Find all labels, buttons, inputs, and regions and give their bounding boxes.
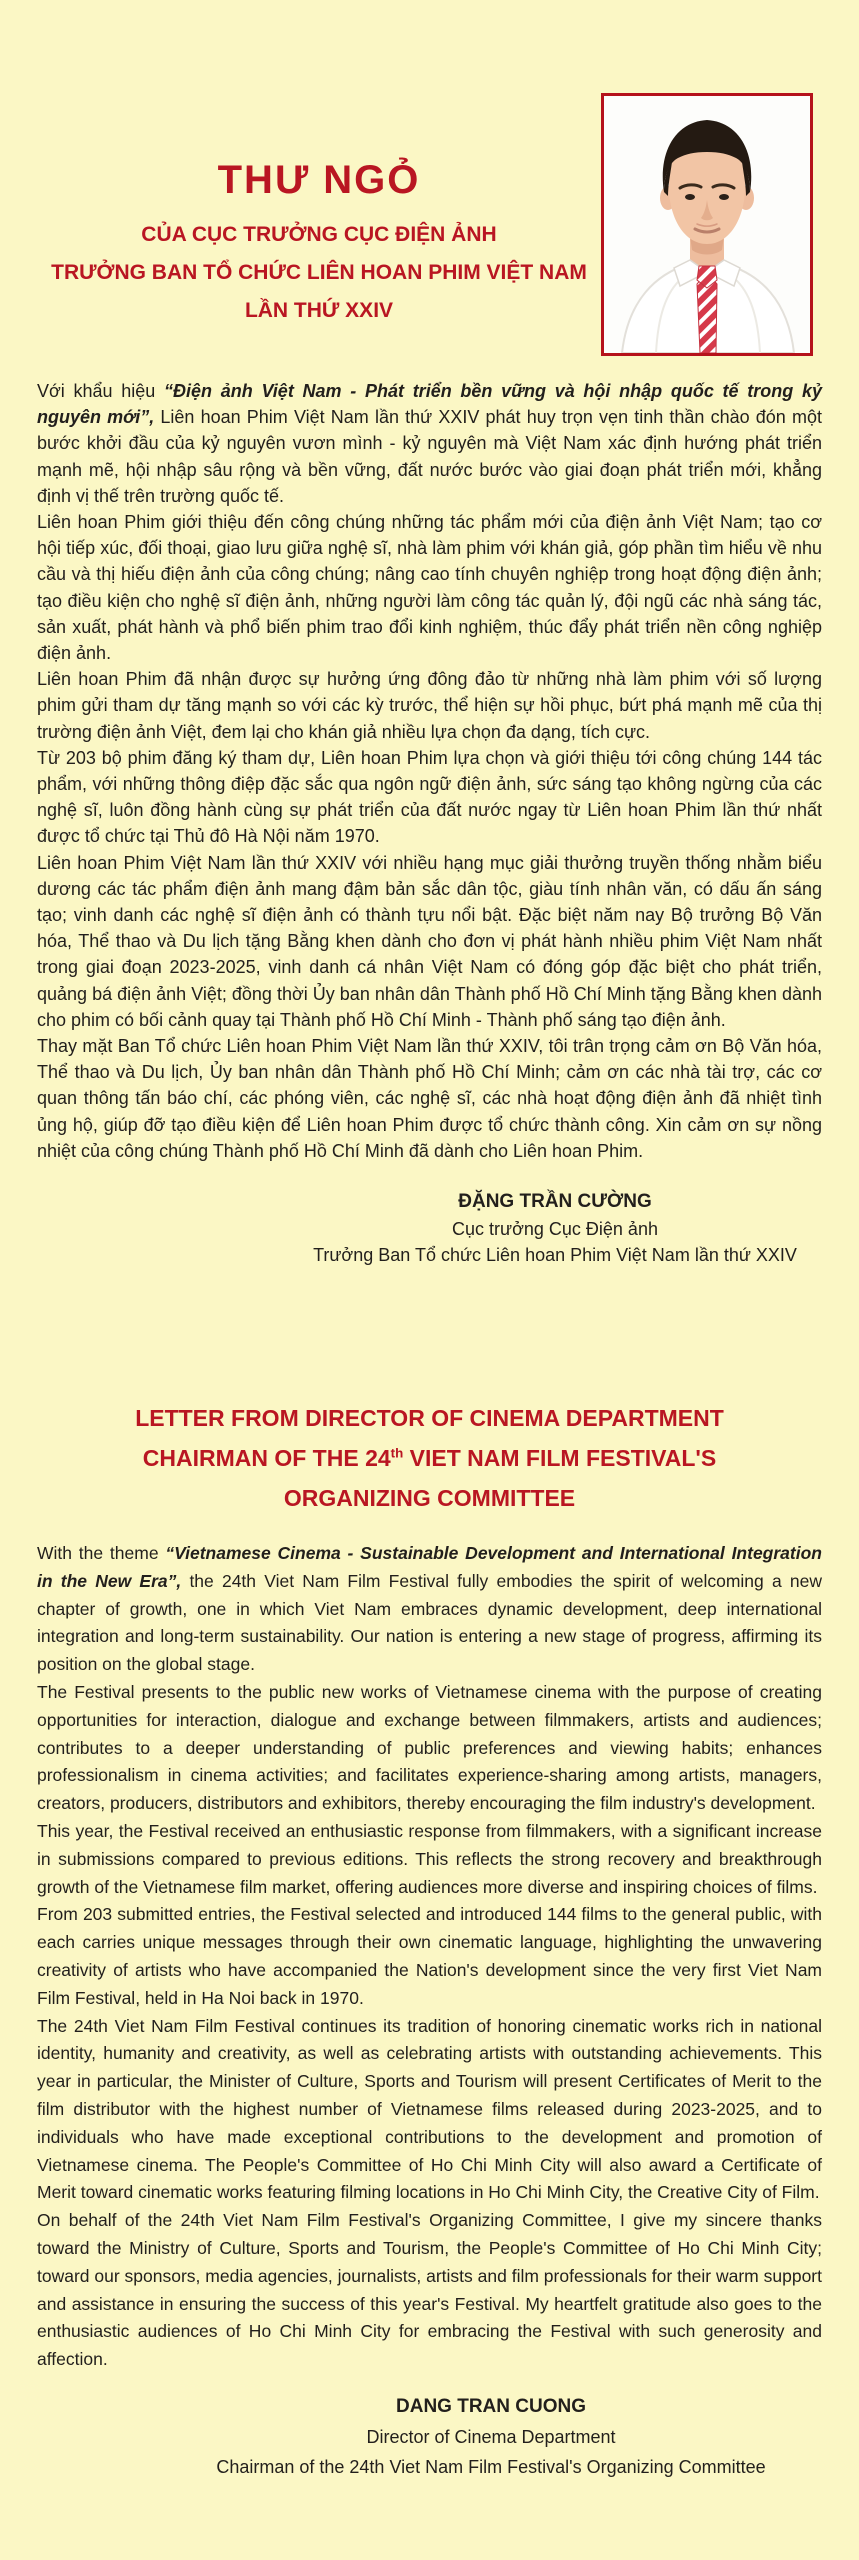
- portrait-illustration: [604, 96, 810, 353]
- vn-opening-prefix: Với khẩu hiệu: [37, 381, 165, 401]
- vn-paragraph-4: Từ 203 bộ phim đăng ký tham dự, Liên hoan Phim lựa chọn và giới thiệu tới công chúng 144 tác phẩm, với những thông điệp đặc sắc qua ngôn ngữ điện ảnh, sức sáng tạo không ngừng của các nghệ sĩ, luôn đồng hành cùng sự phát triển của đất nước ngay từ Liên hoan Phim lần thứ nhất được tổ chức tại Thủ đô Hà Nội năm 1970.: [37, 747, 822, 847]
- portrait-photo: [601, 93, 813, 356]
- ordinal-suffix: th: [390, 1445, 404, 1461]
- vn-signature-block: [295, 1188, 815, 1268]
- en-signature-role-2: Chairman of the 24th Viet Nam Film Festival's Organizing Committee: [216, 2456, 766, 2477]
- en-theme-quote: “Vietnamese Cinema - Sustainable Development and International Integration in the New Era”,: [37, 1543, 822, 1591]
- en-paragraph-6: On behalf of the 24th Viet Nam Film Festival's Organizing Committee, I give my sincere thanks toward the Ministry of Culture, Sports and Tourism, the People's Committee of Ho Chi Minh City; toward our sponsors, media agencies, journalists, artists and film professionals for their warm support and assistance in ensuring the success of this year's Festival. My heartfelt gratitude also goes to the enthusiastic audiences of Ho Chi Minh City for embracing the Festival with such generosity and affection.: [37, 2210, 822, 2370]
- eye-left: [685, 194, 695, 200]
- en-signature-role-1: Director of Cinema Department: [366, 2426, 616, 2447]
- english-letter-section: [37, 1398, 822, 2482]
- letter-subtitle-line-2: TRƯỞNG BAN TỔ CHỨC LIÊN HOAN PHIM VIỆT NAM: [51, 261, 587, 284]
- vn-paragraph-6: Thay mặt Ban Tổ chức Liên hoan Phim Việt Nam lần thứ XXIV, tôi trân trọng cảm ơn Bộ Văn hóa, Thể thao và Du lịch, Ủy ban nhân dân Thành phố Hồ Chí Minh; cảm ơn các nhà tài trợ, các cơ quan thông tấn báo chí, các phóng viên, các nghệ sĩ, các nhà hoạt động điện ảnh đã nhiệt tình ủng hộ, giúp đỡ tạo điều kiện để Liên hoan Phim được tổ chức thành công. Xin cảm ơn sự nồng nhiệt của công chúng Thành phố Hồ Chí Minh đã dành cho Liên hoan Phim.: [37, 1036, 822, 1161]
- en-opening-prefix: With the theme: [37, 1543, 166, 1563]
- en-paragraph-5: The 24th Viet Nam Film Festival continues its tradition of honoring cinematic works rich in national identity, humanity and creativity, as well as celebrating artists with outstanding achievements. This year in particular, the Minister of Culture, Sports and Tourism will present Certificates of Merit to the film distributor with the highest number of Vietnamese films released during 2023-2025, and to individuals who have made exceptional contributions to the development and promotion of Vietnamese cinema. The People's Committee of Ho Chi Minh City will also award a Certificate of Merit toward cinematic works featuring filming locations in Ho Chi Minh City, the Creative City of Film.: [37, 2015, 822, 2203]
- vn-opening-paragraph: [37, 378, 822, 509]
- vn-paragraph-2: Liên hoan Phim giới thiệu đến công chúng những tác phẩm mới của điện ảnh Việt Nam; tạo cơ hội tiếp xúc, đối thoại, giao lưu giữa nghệ sĩ, nhà làm phim với khán giả, góp phần tìm hiểu về nhu cầu và thị hiếu điện ảnh của công chúng; nâng cao tính chuyên nghiệp trong hoạt động điện ảnh; tạo điều kiện cho nghệ sĩ điện ảnh, những người làm công tác quản lý, đội ngũ các nhà sáng tác, sản xuất, phát hành và phổ biến phim trao đổi kinh nghiệm, thúc đẩy phát triển nền công nghiệp điện ảnh.: [37, 512, 822, 664]
- vietnamese-letter-section: [37, 378, 822, 1268]
- letter-subtitle-line-1: CỦA CỤC TRƯỞNG CỤC ĐIỆN ẢNH: [141, 223, 497, 246]
- vn-paragraph-3: Liên hoan Phim đã nhận được sự hưởng ứng đông đảo từ những nhà làm phim với số lượng phim gửi tham dự tăng mạnh so với các kỳ trước, thể hiện sự hồi phục, bứt phá mạnh mẽ của thị trường điện ảnh Việt, đem lại cho khán giả nhiều lựa chọn đa dạng, tích cực.: [37, 669, 822, 742]
- vn-opening-rest: Liên hoan Phim Việt Nam lần thứ XXIV phát huy trọn vẹn tinh thần chào đón một bước khởi đầu của kỷ nguyên vươn mình - kỷ nguyên mà Việt Nam xác định hướng phát triển mạnh mẽ, hội nhập sâu rộng và bền vững, đất nước bước vào giai đoạn phát triển mới, khẳng định vị thế trên trường quốc tế.: [37, 407, 822, 506]
- vn-theme-quote: “Điện ảnh Việt Nam - Phát triển bền vững và hội nhập quốc tế trong kỷ nguyên mới”,: [37, 381, 823, 428]
- english-heading-line2-pre: CHAIRMAN OF THE 24: [142, 1445, 391, 1471]
- letter-subtitle-line-3: LẦN THỨ XXIV: [244, 299, 394, 322]
- english-heading: [37, 1398, 822, 1518]
- eye-right: [719, 194, 729, 200]
- english-heading-line2-post: VIET NAM FILM FESTIVAL'S: [403, 1445, 717, 1471]
- english-heading-line-2: [37, 1438, 822, 1478]
- vn-signature-role-2: Trưởng Ban Tổ chức Liên hoan Phim Việt Nam lần thứ XXIV: [313, 1245, 797, 1266]
- en-paragraph-3: This year, the Festival received an enthusiastic response from filmmakers, with a significant increase in submissions compared to previous editions. This reflects the strong recovery and breakthrough growth of the Vietnamese film market, offering audiences more diverse and inspiring choices of films.: [37, 1820, 822, 1897]
- vn-paragraph-5: Liên hoan Phim Việt Nam lần thứ XXIV với nhiều hạng mục giải thưởng truyền thống nhằm biểu dương các tác phẩm điện ảnh mang đậm bản sắc dân tộc, giàu tính nhân văn, có dấu ấn sáng tạo; vinh danh các nghệ sĩ điện ảnh có thành tựu nổi bật. Đặc biệt năm nay Bộ trưởng Bộ Văn hóa, Thể thao và Du lịch tặng Bằng khen dành cho đơn vị phát hành nhiều phim Việt Nam nhất trong giai đoạn 2023-2025, vinh danh cá nhân Việt Nam có đóng góp đặc biệt cho phát triển, quảng bá điện ảnh Việt; đồng thời Ủy ban nhân dân Thành phố Hồ Chí Minh tặng Bằng khen dành cho phim có bối cảnh quay tại Thành phố Hồ Chí Minh - Thành phố sáng tạo điện ảnh.: [37, 852, 822, 1030]
- en-signature-block: [191, 2392, 791, 2482]
- english-heading-line-1: LETTER FROM DIRECTOR OF CINEMA DEPARTMENT: [135, 1405, 724, 1431]
- letter-title-block: [37, 158, 601, 330]
- en-paragraph-4: From 203 submitted entries, the Festival selected and introduced 144 films to the general public, with each carries unique messages through their own cinematic language, highlighting the unwavering creativity of artists who have accompanied the Nation's development since the very first Viet Nam Film Festival, held in Ha Noi back in 1970.: [37, 1904, 822, 2008]
- vn-signature-role-1: Cục trưởng Cục Điện ảnh: [452, 1219, 658, 1240]
- english-body: [37, 1540, 822, 2374]
- en-opening-paragraph: [37, 1540, 822, 1679]
- en-signature-name: DANG TRAN CUONG: [396, 2395, 586, 2417]
- vn-signature-name: ĐẶNG TRẦN CƯỜNG: [458, 1191, 652, 1213]
- en-paragraph-2: The Festival presents to the public new works of Vietnamese cinema with the purpose of creating opportunities for interaction, dialogue and exchange between filmmakers, artists and audiences; contributes to a deeper understanding of public preferences and viewing habits; enhances professionalism in cinema activities; and facilitates experience-sharing among artists, managers, creators, producers, distributors and exhibitors, thereby encouraging the film industry's development.: [37, 1681, 822, 1814]
- en-opening-rest: the 24th Viet Nam Film Festival fully embodies the spirit of welcoming a new chapter of growth, one in which Viet Nam embraces dynamic development, deep international integration and long-term sustainability. Our nation is entering a new stage of progress, affirming its position on the global stage.: [37, 1570, 822, 1675]
- letter-title: THƯ NGỎ: [217, 158, 421, 202]
- english-heading-line-3: ORGANIZING COMMITTEE: [283, 1485, 576, 1511]
